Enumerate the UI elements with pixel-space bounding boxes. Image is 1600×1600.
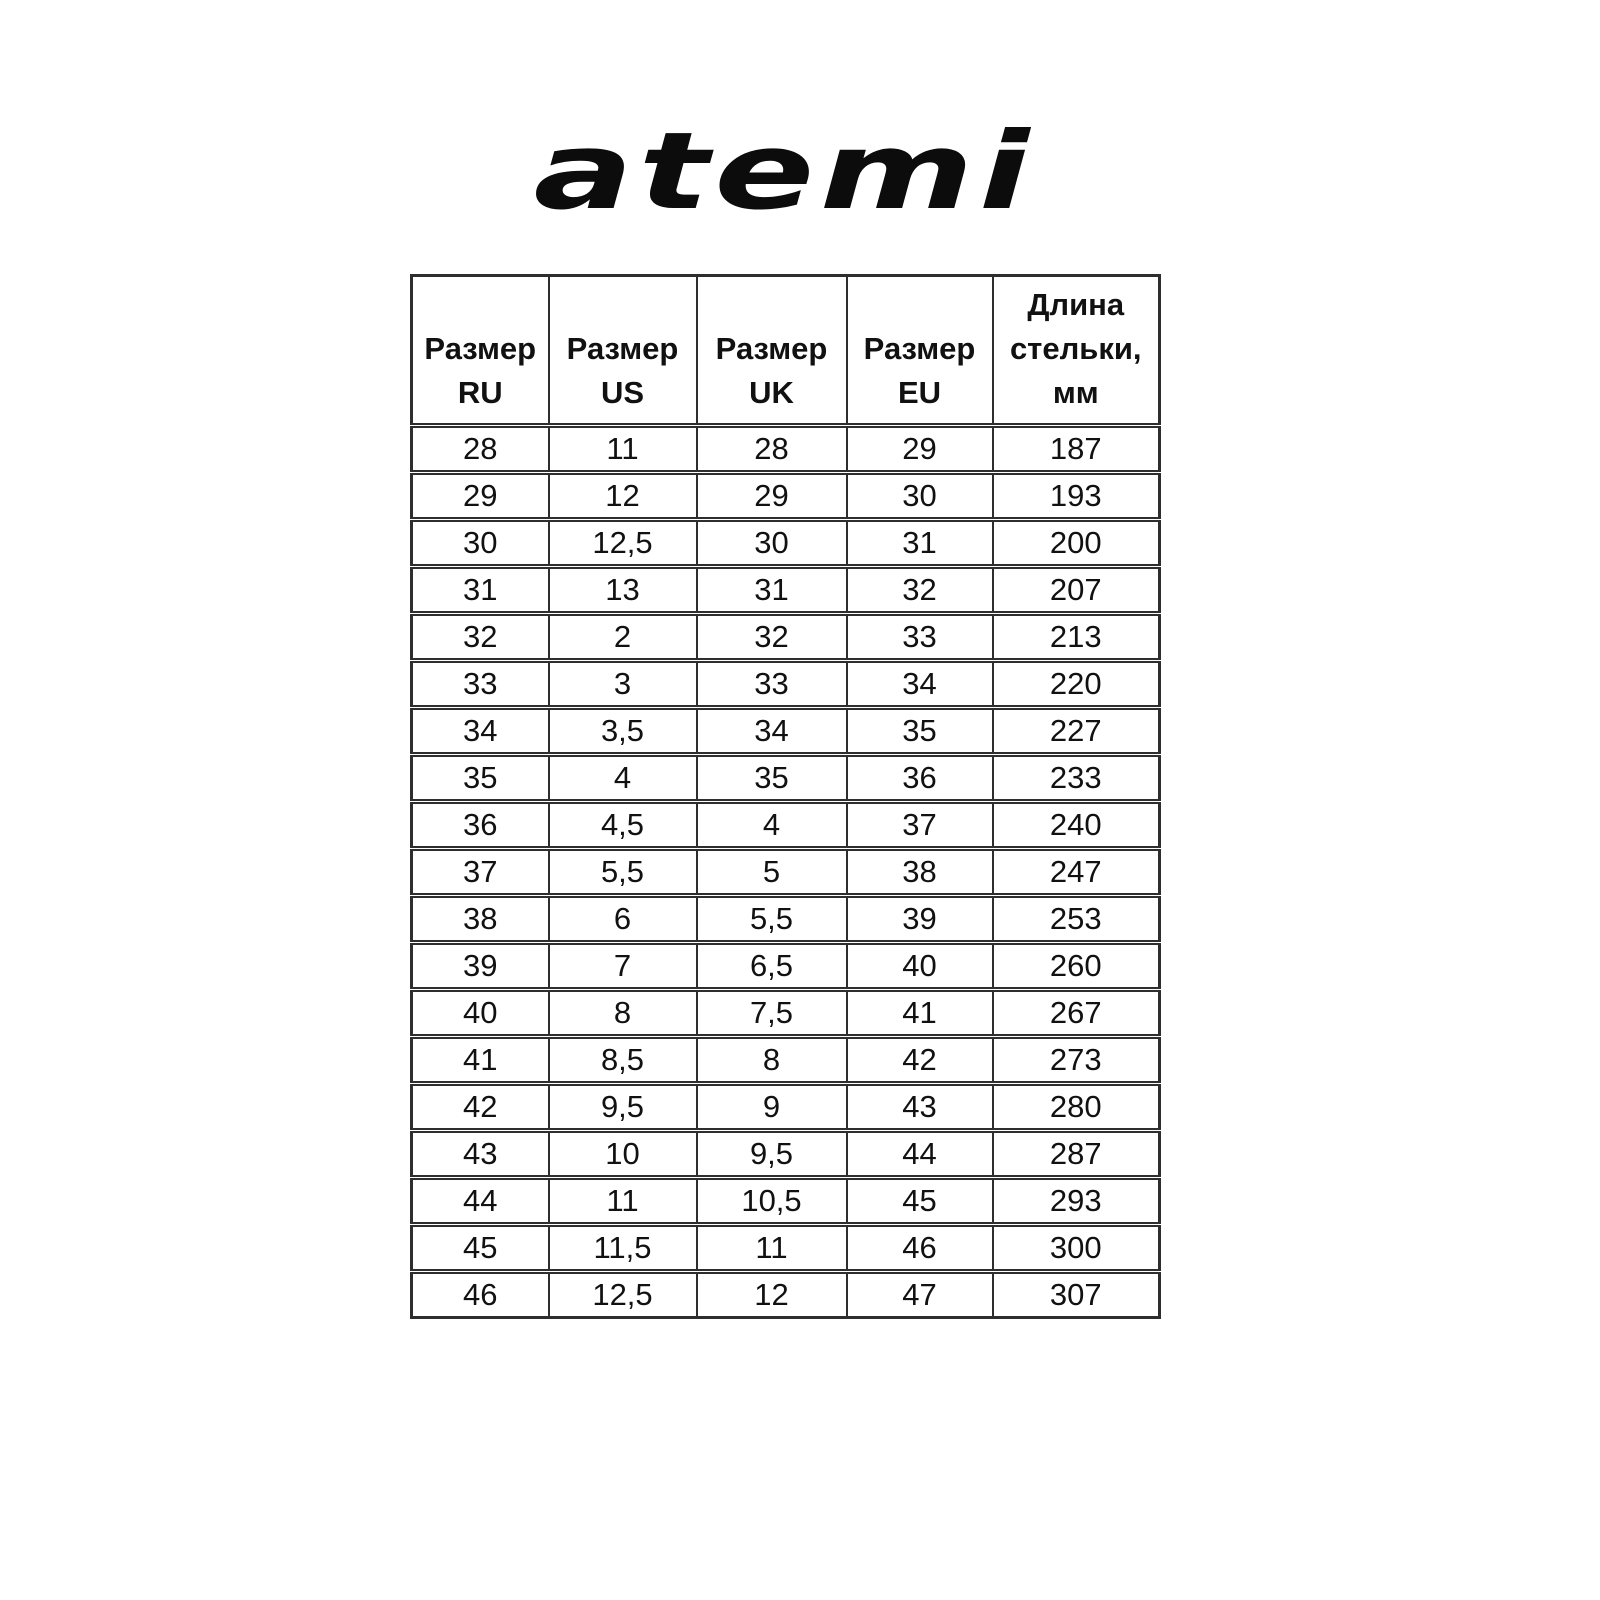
column-header-line: UK — [749, 375, 794, 411]
column-header-line: Размер — [863, 331, 976, 367]
table-cell: 46 — [412, 1272, 549, 1318]
page-content — [410, 109, 1158, 1319]
table-cell: 233 — [993, 755, 1160, 802]
column-header-line: стельки, — [1009, 331, 1142, 367]
table-cell: 34 — [412, 708, 549, 755]
table-cell: 36 — [847, 755, 993, 802]
table-cell: 12,5 — [549, 1272, 697, 1318]
table-cell: 8 — [697, 1037, 847, 1084]
table-cell: 7,5 — [697, 990, 847, 1037]
table-cell: 10,5 — [697, 1178, 847, 1225]
table-cell: 5,5 — [697, 896, 847, 943]
table-cell: 29 — [412, 473, 549, 520]
table-cell: 38 — [847, 849, 993, 896]
column-header-line: мм — [1052, 375, 1099, 411]
table-cell: 43 — [412, 1131, 549, 1178]
table-cell: 253 — [993, 896, 1160, 943]
table-cell: 267 — [993, 990, 1160, 1037]
table-cell: 11,5 — [549, 1225, 697, 1272]
table-cell: 5,5 — [549, 849, 697, 896]
table-row — [412, 896, 1160, 943]
table-cell: 28 — [412, 426, 549, 473]
table-cell: 39 — [847, 896, 993, 943]
table-cell: 6 — [549, 896, 697, 943]
table-row — [412, 661, 1160, 708]
table-cell: 40 — [412, 990, 549, 1037]
column-header-ru — [412, 276, 549, 426]
table-cell: 31 — [412, 567, 549, 614]
table-cell: 287 — [993, 1131, 1160, 1178]
table-row — [412, 755, 1160, 802]
table-row — [412, 1084, 1160, 1131]
brand-logo: atemi — [533, 109, 1035, 234]
table-body — [412, 426, 1160, 1318]
table-cell: 213 — [993, 614, 1160, 661]
table-cell: 28 — [697, 426, 847, 473]
table-cell: 12,5 — [549, 520, 697, 567]
table-row — [412, 520, 1160, 567]
table-cell: 240 — [993, 802, 1160, 849]
column-header-line: Длина — [1027, 287, 1125, 322]
table-row — [412, 708, 1160, 755]
table-cell: 42 — [847, 1037, 993, 1084]
table-cell: 9 — [697, 1084, 847, 1131]
table-cell: 10 — [549, 1131, 697, 1178]
table-row — [412, 990, 1160, 1037]
table-cell: 35 — [847, 708, 993, 755]
table-cell: 45 — [847, 1178, 993, 1225]
table-cell: 46 — [847, 1225, 993, 1272]
table-cell: 33 — [847, 614, 993, 661]
table-cell: 280 — [993, 1084, 1160, 1131]
table-cell: 7 — [549, 943, 697, 990]
table-row — [412, 614, 1160, 661]
column-header-line: US — [600, 375, 645, 411]
column-header-uk — [697, 276, 847, 426]
table-cell: 32 — [697, 614, 847, 661]
table-cell: 30 — [847, 473, 993, 520]
table-cell: 36 — [412, 802, 549, 849]
table-cell: 30 — [412, 520, 549, 567]
table-cell: 4 — [549, 755, 697, 802]
table-cell: 45 — [412, 1225, 549, 1272]
table-cell: 32 — [412, 614, 549, 661]
table-cell: 31 — [847, 520, 993, 567]
table-cell: 41 — [847, 990, 993, 1037]
table-cell: 37 — [412, 849, 549, 896]
table-row — [412, 1272, 1160, 1318]
table-row — [412, 1131, 1160, 1178]
table-cell: 12 — [697, 1272, 847, 1318]
table-row — [412, 426, 1160, 473]
size-chart-table — [410, 274, 1161, 1319]
table-cell: 44 — [847, 1131, 993, 1178]
table-cell: 4,5 — [549, 802, 697, 849]
table-cell: 32 — [847, 567, 993, 614]
table-cell: 3,5 — [549, 708, 697, 755]
column-header-line: RU — [457, 375, 503, 411]
table-cell: 300 — [993, 1225, 1160, 1272]
table-cell: 9,5 — [549, 1084, 697, 1131]
table-cell: 37 — [847, 802, 993, 849]
table-cell: 293 — [993, 1178, 1160, 1225]
table-cell: 3 — [549, 661, 697, 708]
table-cell: 193 — [993, 473, 1160, 520]
column-header-us — [549, 276, 697, 426]
column-header-insole-length — [993, 276, 1160, 426]
column-header-eu — [847, 276, 993, 426]
table-row — [412, 473, 1160, 520]
table-cell: 44 — [412, 1178, 549, 1225]
table-cell: 5 — [697, 849, 847, 896]
table-cell: 187 — [993, 426, 1160, 473]
table-row — [412, 1037, 1160, 1084]
table-row — [412, 567, 1160, 614]
table-row — [412, 1178, 1160, 1225]
table-cell: 41 — [412, 1037, 549, 1084]
table-cell: 207 — [993, 567, 1160, 614]
table-cell: 11 — [697, 1225, 847, 1272]
table-cell: 34 — [697, 708, 847, 755]
table-cell: 11 — [549, 426, 697, 473]
table-cell: 33 — [697, 661, 847, 708]
table-cell: 38 — [412, 896, 549, 943]
table-cell: 43 — [847, 1084, 993, 1131]
table-cell: 13 — [549, 567, 697, 614]
table-cell: 35 — [697, 755, 847, 802]
table-cell: 29 — [697, 473, 847, 520]
table-cell: 247 — [993, 849, 1160, 896]
table-cell: 42 — [412, 1084, 549, 1131]
table-row — [412, 802, 1160, 849]
table-cell: 35 — [412, 755, 549, 802]
table-cell: 47 — [847, 1272, 993, 1318]
table-cell: 260 — [993, 943, 1160, 990]
table-cell: 200 — [993, 520, 1160, 567]
table-cell: 12 — [549, 473, 697, 520]
header-row — [412, 276, 1160, 426]
table-cell: 34 — [847, 661, 993, 708]
column-header-line: Размер — [424, 331, 537, 367]
table-row — [412, 849, 1160, 896]
table-cell: 4 — [697, 802, 847, 849]
table-cell: 227 — [993, 708, 1160, 755]
column-header-line: Размер — [566, 331, 679, 367]
table-cell: 30 — [697, 520, 847, 567]
table-cell: 273 — [993, 1037, 1160, 1084]
column-header-line: Размер — [715, 331, 828, 367]
table-cell: 11 — [549, 1178, 697, 1225]
table-cell: 6,5 — [697, 943, 847, 990]
table-cell: 8,5 — [549, 1037, 697, 1084]
table-row — [412, 1225, 1160, 1272]
column-header-line: EU — [897, 375, 942, 411]
table-cell: 307 — [993, 1272, 1160, 1318]
table-cell: 2 — [549, 614, 697, 661]
table-cell: 9,5 — [697, 1131, 847, 1178]
table-cell: 40 — [847, 943, 993, 990]
table-cell: 29 — [847, 426, 993, 473]
table-cell: 39 — [412, 943, 549, 990]
table-row — [412, 943, 1160, 990]
table-cell: 31 — [697, 567, 847, 614]
table-cell: 220 — [993, 661, 1160, 708]
table-cell: 33 — [412, 661, 549, 708]
table-cell: 8 — [549, 990, 697, 1037]
